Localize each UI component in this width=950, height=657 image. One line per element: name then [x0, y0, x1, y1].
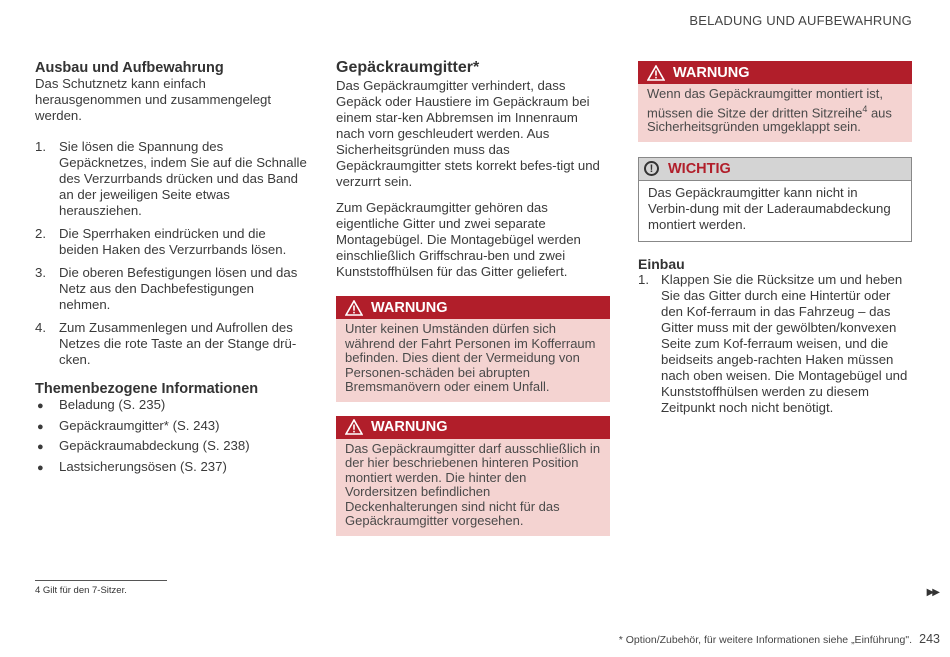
- column-middle: [336, 58, 610, 536]
- step-number: 2.: [35, 226, 46, 241]
- warning-box: [336, 416, 610, 536]
- warning-triangle-icon: [647, 65, 665, 81]
- step-text: Klappen Sie die Rücksitze um und heben Sie das Gitter durch eine Hintertür oder den Kof-ferraum in das Fahrzeug – das Gitter muss mit der gewölbten/konvexen Seite zum Kof-ferraum weisen, und die beidseits angeb-rachten Haken müssen nach oben weisen. Die Montagebügel und Kunststoffhülsen werden zu diesem Zeitpunkt noch nicht benötigt.: [661, 271, 908, 415]
- option-note: * Option/Zubehör, für weitere Informationen siehe „Einführung".: [618, 634, 912, 646]
- step-text: Die Sperrhaken eindrücken und die beiden Haken des Verzurrbands lösen.: [59, 226, 287, 257]
- steps-list: [35, 139, 307, 368]
- list-item: [35, 320, 307, 368]
- column-left: [35, 58, 307, 479]
- warning-label: WARNUNG: [371, 299, 448, 316]
- heading-einbau: Einbau: [638, 255, 685, 272]
- list-item: [35, 226, 307, 258]
- warning-header: [336, 416, 610, 439]
- related-link[interactable]: [35, 459, 307, 475]
- warning-label: WARNUNG: [673, 64, 750, 81]
- page-number: 243: [919, 632, 940, 646]
- related-link[interactable]: [35, 438, 307, 454]
- step-number: 1.: [638, 271, 649, 287]
- step-text: Sie lösen die Spannung des Gepäcknetzes, indem Sie auf die Schnalle des Verzurrbands drücken und das Band an der jeweiligen Seite etwas herausziehen.: [59, 139, 307, 218]
- step-number: 3.: [35, 265, 46, 280]
- step-text: Zum Zusammenlegen und Aufrollen des Netzes die rote Taste an der Stange drü-cken.: [59, 320, 297, 367]
- warning-header: [638, 61, 912, 84]
- important-header: [639, 158, 911, 181]
- heading-related: Themenbezogene Informationen: [35, 381, 259, 397]
- related-link[interactable]: [35, 397, 307, 413]
- heading-ausbau: Ausbau und Aufbewahrung: [35, 60, 224, 76]
- step-number: 1.: [35, 139, 46, 154]
- list-item: [35, 139, 307, 219]
- list-item: [35, 265, 307, 313]
- intro-text: Das Schutznetz kann einfach herausgenommen und zusammengelegt werden.: [35, 76, 272, 123]
- bullet-icon: ●: [37, 441, 44, 453]
- next-page-arrows-icon: ▶▶: [926, 587, 938, 598]
- warning-text: Wenn das Gepäckraumgitter montiert ist, müssen die Sitze der dritten Sitzreihe$^4$ aus Sicherheitsgründen umgeklappt sein.: [647, 86, 892, 135]
- important-label: WICHTIG: [668, 160, 731, 177]
- warning-text: Das Gepäckraumgitter darf ausschließlich in der hier beschriebenen hinteren Position montiert werden. Die hinter den Vordersitzen befindlichen Deckenhalterungen sind nicht für das Gepäckraumgitter vorgesehen.: [345, 440, 601, 528]
- section-title: Gepäckraumgitter*: [336, 59, 480, 76]
- related-link[interactable]: [35, 418, 307, 434]
- footnote: 4 Gilt für den 7-Sitzer.: [35, 585, 127, 596]
- related-link-text: Gepäckraumabdeckung (S. 238): [59, 438, 250, 453]
- para-intro: Das Gepäckraumgitter verhindert, dass Gepäck oder Haustiere im Gepäckraum bei einem star-ken Abbremsen im Innenraum nach vorn geschleudert werden. Aus Sicherheitsgründen muss das Gepäckraumgitter stets korrekt befes-tigt und verzurrt sein.: [336, 78, 600, 189]
- warning-box: [638, 61, 912, 142]
- section-header: BELADUNG UND AUFBEWAHRUNG: [689, 13, 912, 28]
- exclamation-icon: !: [644, 161, 659, 176]
- warning-header: [336, 296, 610, 319]
- step-number: 4.: [35, 320, 46, 335]
- related-link-text: Beladung (S. 235): [59, 397, 166, 412]
- important-box: [638, 157, 912, 242]
- warning-triangle-icon: [345, 300, 363, 316]
- einbau-steps: [638, 272, 912, 416]
- list-item: [638, 272, 912, 416]
- bullet-icon: ●: [37, 420, 44, 433]
- footnote-rule: [35, 580, 167, 581]
- warning-triangle-icon: [345, 419, 363, 435]
- warning-box: [336, 296, 610, 402]
- related-link-text: Lastsicherungsösen (S. 237): [59, 458, 227, 474]
- related-link-text: Gepäckraumgitter* (S. 243): [59, 417, 220, 433]
- related-list: [35, 397, 307, 475]
- bullet-icon: ●: [37, 461, 44, 474]
- step-text: Die oberen Befestigungen lösen und das Netz aus den Dachbefestigungen nehmen.: [59, 265, 298, 312]
- para-components: Zum Gepäckraumgitter gehören das eigentliche Gitter und zwei separate Montagebügel. Die Montagebügel werden einschließlich Griffschrau-ben und zwei Kunststoffhülsen für das Gitter geliefert.: [336, 200, 581, 279]
- bullet-icon: ●: [37, 400, 44, 412]
- important-text: Das Gepäckraumgitter kann nicht in Verbin-dung mit der Laderaumabdeckung montiert werden.: [648, 184, 891, 232]
- warning-text: Unter keinen Umständen dürfen sich während der Fahrt Personen im Kofferraum befinden. Dies dient der Vermeidung von Personen-schäden bei abrupten Bremsmanövern oder einem Unfall.: [345, 321, 596, 394]
- warning-label: WARNUNG: [371, 419, 448, 435]
- column-right: [638, 61, 912, 423]
